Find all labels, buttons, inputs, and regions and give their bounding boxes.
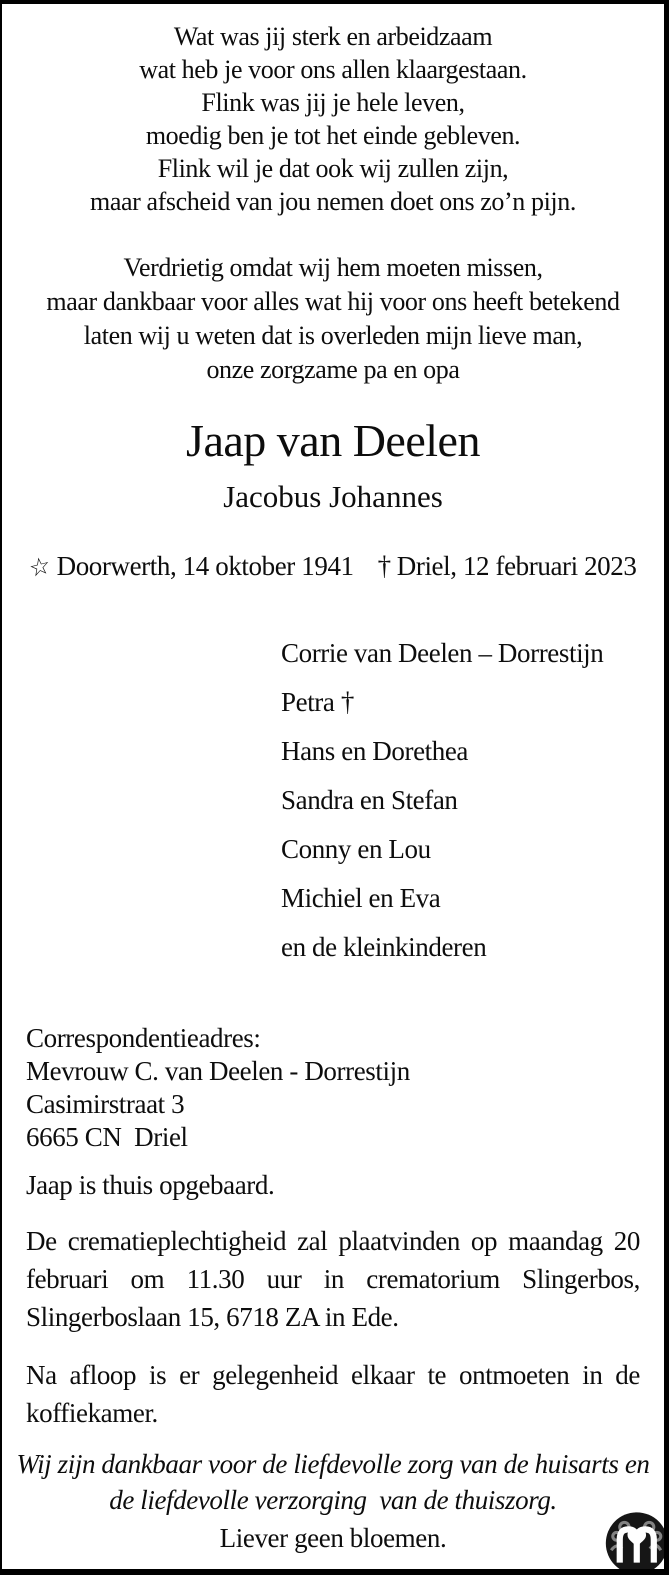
family-member: en de kleinkinderen	[281, 932, 487, 962]
correspondence-line: 6665 CN Driel	[26, 1122, 188, 1152]
family-member: Conny en Lou	[281, 834, 431, 864]
announcement-line: onze zorgzame pa en opa	[206, 355, 460, 384]
home-note: Jaap is thuis opgebaard.	[26, 1170, 275, 1200]
mensenlinq-logo-icon	[603, 1510, 669, 1575]
correspondence-address	[26, 1022, 664, 1154]
gathering-paragraph: Na afloop is er gelegenheid elkaar te ontmoeten in de koffiekamer.	[26, 1360, 640, 1428]
poem-line: maar afscheid van jou nemen doet ons zo’n pijn.	[90, 187, 576, 216]
family-member: Michiel en Eva	[281, 883, 441, 913]
life-dates	[2, 549, 664, 584]
death-date	[378, 549, 637, 584]
announcement-line: maar dankbaar voor alles wat hij voor ons heeft betekend	[46, 287, 620, 316]
poem-line: Flink wil je dat ook wij zullen zijn,	[157, 154, 509, 183]
correspondence-label: Correspondentieadres:	[26, 1023, 261, 1053]
family-member: Corrie van Deelen – Dorrestijn	[281, 638, 604, 668]
birth-date	[29, 549, 353, 584]
flowers-note: Liever geen bloemen.	[219, 1523, 447, 1553]
poem-line: Flink was jij je hele leven,	[201, 88, 465, 117]
announcement	[2, 251, 664, 387]
family-member: Petra †	[281, 687, 354, 717]
ceremony-paragraph: De crematieplechtigheid zal plaatvinden op maandag 20 februari om 11.30 uur in crematorium Slingerbos, Slingerboslaan 15, 6718 ZA in Ede.	[26, 1226, 640, 1332]
poem	[2, 20, 664, 218]
correspondence-line: Casimirstraat 3	[26, 1089, 185, 1119]
family-member: Hans en Dorethea	[281, 736, 469, 766]
announcement-line: Verdrietig omdat wij hem moeten missen,	[123, 253, 543, 282]
correspondence-line: Mevrouw C. van Deelen - Dorrestijn	[26, 1056, 410, 1086]
birth-star-icon: ☆	[27, 550, 53, 584]
death-date-text: Driel, 12 februari 2023	[396, 551, 637, 581]
announcement-line: laten wij u weten dat is overleden mijn lieve man,	[83, 321, 583, 350]
family-member: Sandra en Stefan	[281, 785, 458, 815]
mensenlinq-logo	[597, 1504, 669, 1575]
thanks-note: Wij zijn dankbaar voor de liefdevolle zorg van de huisarts en de liefdevolle verzorging van de thuiszorg.	[16, 1449, 656, 1515]
family-list	[281, 638, 664, 962]
deceased-name: Jaap van Deelen	[186, 415, 480, 466]
deceased-full-name: Jacobus Johannes	[223, 479, 443, 514]
birth-date-text: Doorwerth, 14 oktober 1941	[56, 551, 354, 581]
death-cross-icon: †	[377, 551, 391, 581]
poem-line: wat heb je voor ons allen klaargestaan.	[139, 55, 527, 84]
poem-line: moedig ben je tot het einde gebleven.	[145, 121, 521, 150]
poem-line: Wat was jij sterk en arbeidzaam	[173, 22, 493, 51]
